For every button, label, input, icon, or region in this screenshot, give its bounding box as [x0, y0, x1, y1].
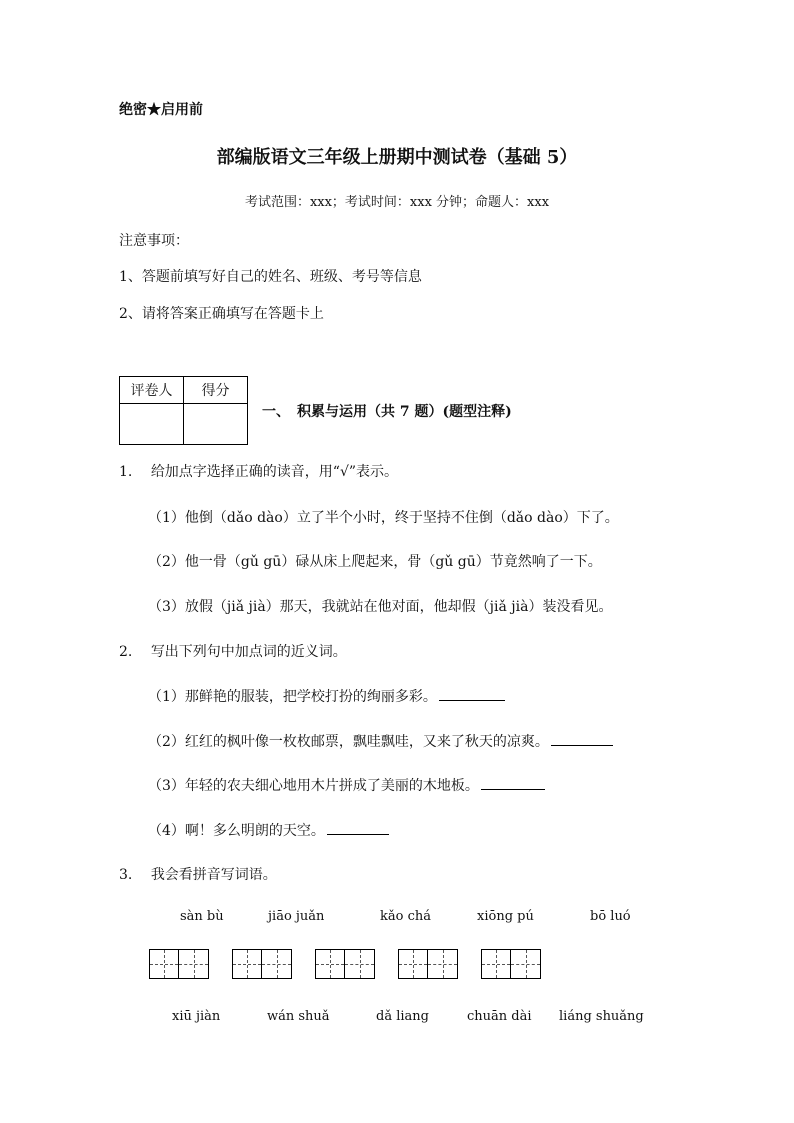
writing-grid[interactable] [232, 949, 292, 979]
writing-cell[interactable] [481, 949, 511, 979]
pinyin-label: dǎ liang [376, 1009, 429, 1024]
pinyin-label: liáng shuǎng [559, 1009, 644, 1024]
reviewer-field[interactable] [120, 404, 184, 445]
pinyin-label: sàn bù [180, 909, 224, 924]
question-number: 1. [119, 464, 133, 480]
writing-grid[interactable] [398, 949, 458, 979]
question-1-item: （1）他倒（dǎo dào）立了半个小时，终于坚持不住倒（dǎo dào）下了。 [148, 510, 619, 526]
notes-heading: 注意事项： [119, 233, 189, 249]
writing-cell[interactable] [232, 949, 262, 979]
question-text: 写出下列句中加点词的近义词。 [150, 644, 347, 660]
question-3 [119, 864, 277, 884]
writing-grid[interactable] [149, 949, 209, 979]
writing-cell[interactable] [428, 949, 458, 979]
pinyin-label: xiōng pú [477, 909, 534, 924]
reviewer-label: 评卷人 [120, 377, 184, 404]
writing-cell[interactable] [149, 949, 179, 979]
writing-cell[interactable] [345, 949, 375, 979]
confidential-label: 绝密★启用前 [119, 102, 203, 118]
pinyin-label: wán shuǎ [267, 1009, 330, 1024]
writing-grid[interactable] [315, 949, 375, 979]
writing-grid[interactable] [481, 949, 541, 979]
exam-info: 考试范围：xxx；考试时间：xxx 分钟；命题人：xxx [244, 195, 550, 210]
question-number: 3. [119, 867, 133, 883]
pinyin-label: jiāo juǎn [268, 909, 325, 924]
question-2-item: （3）年轻的农夫细心地用木片拼成了美丽的木地板。 [148, 775, 545, 795]
answer-blank[interactable] [481, 775, 545, 790]
question-2-item: （1）那鲜艳的服装，把学校打扮的绚丽多彩。 [148, 686, 505, 706]
pinyin-label: chuān dài [467, 1009, 532, 1024]
score-label: 得分 [184, 377, 248, 404]
question-number: 2. [119, 644, 133, 660]
page-title: 部编版语文三年级上册期中测试卷（基础 5） [216, 147, 578, 168]
question-2-item: （2）红红的枫叶像一枚枚邮票，飘哇飘哇，又来了秋天的凉爽。 [148, 731, 613, 751]
answer-blank[interactable] [327, 820, 389, 835]
note-item: 1、答题前填写好自己的姓名、班级、考号等信息 [119, 269, 422, 285]
score-field[interactable] [184, 404, 248, 445]
writing-cell[interactable] [315, 949, 345, 979]
writing-cell[interactable] [179, 949, 209, 979]
pinyin-label: xiū jiàn [172, 1009, 221, 1024]
question-1 [119, 461, 398, 481]
question-text: 我会看拼音写词语。 [150, 867, 277, 883]
pinyin-label: kǎo chá [380, 909, 431, 924]
question-text: 给加点字选择正确的读音，用“√”表示。 [150, 464, 399, 480]
pinyin-label: bō luó [590, 909, 631, 924]
score-box [119, 376, 248, 445]
writing-cell[interactable] [262, 949, 292, 979]
answer-blank[interactable] [439, 686, 505, 701]
answer-blank[interactable] [551, 731, 613, 746]
writing-cell[interactable] [511, 949, 541, 979]
note-item: 2、请将答案正确填写在答题卡上 [119, 306, 324, 322]
section-title: 一、 积累与运用（共 7 题）(题型注释) [262, 404, 512, 420]
question-1-item: （2）他一骨（gǔ gū）碌从床上爬起来，骨（gǔ gū）节竟然响了一下。 [148, 554, 602, 570]
question-2 [119, 641, 347, 661]
writing-cell[interactable] [398, 949, 428, 979]
question-1-item: （3）放假（jiǎ jià）那天，我就站在他对面，他却假（jiǎ jià）装没看见。 [148, 599, 613, 615]
question-2-item: （4）啊！多么明朗的天空。 [148, 820, 389, 840]
